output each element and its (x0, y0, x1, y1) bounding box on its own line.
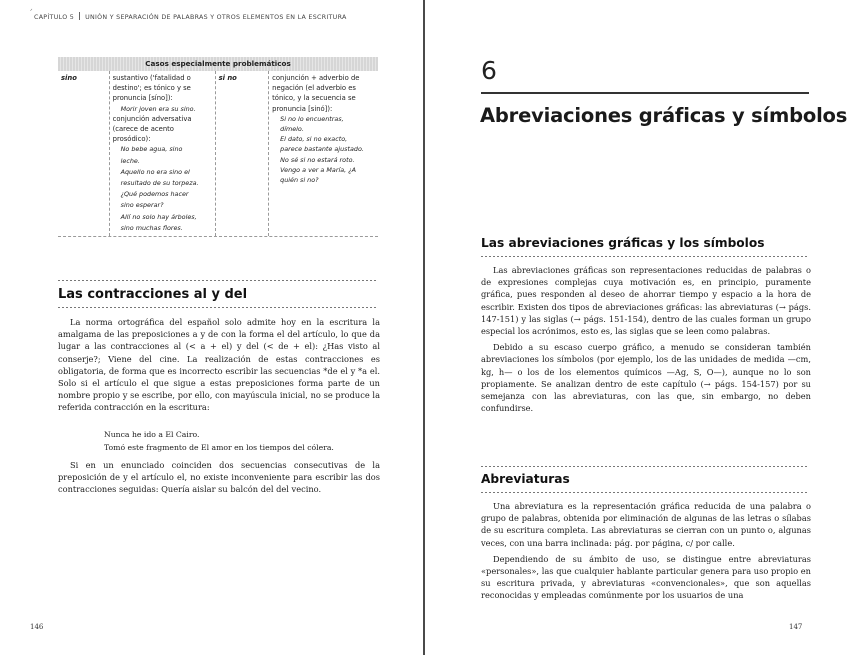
running-head-chapter: CAPÍTULO 5 (34, 14, 75, 21)
si-no-example: El dato, si no exacto, (280, 135, 348, 144)
sino-def2-line: (carece de acento (112, 125, 174, 134)
term-sino: sino (61, 74, 77, 82)
section-divider (481, 466, 809, 467)
sino-example: resultado de su torpeza. (120, 179, 199, 188)
section-divider (481, 256, 809, 257)
si-no-example: dímelo. (280, 125, 304, 134)
term-si-no: si no (218, 74, 237, 82)
contractions-body-2 (58, 459, 380, 500)
sino-def1-line: pronuncia [síno]): (112, 94, 173, 103)
page-number: 147 (789, 623, 803, 631)
sino-example: Aquello no era sino el (120, 167, 190, 176)
si-no-example: parece bastante ajustado. (280, 145, 364, 154)
right-page (424, 0, 848, 655)
si-no-def-line: tónico, y la secuencia se (272, 94, 356, 103)
table-title: Casos especialmente problemáticos (58, 57, 378, 71)
si-no-def-line: pronuncia [sinó]): (272, 104, 333, 113)
sino-def2-line: conjunción adversativa (112, 114, 192, 123)
si-no-definitions (268, 71, 378, 236)
chapter-number: 6 (481, 56, 497, 85)
sino-example: leche. (120, 156, 140, 165)
sino-example: sino muchas flores. (120, 223, 183, 232)
page-number: 146 (30, 623, 44, 631)
running-head (34, 12, 347, 21)
table-row (58, 71, 378, 237)
chapter-title: Abreviaciones gráficas y símbolos (480, 104, 848, 127)
sino-def1-line: sustantivo ('fatalidad o (112, 74, 191, 82)
example-quote: Tomó este fragmento de El amor en los tiempos del cólera. (104, 443, 334, 452)
sino-example: Morir joven era su sino. (120, 104, 196, 113)
sino-example: sino esperar? (120, 201, 164, 210)
sino-definitions (109, 71, 216, 236)
si-no-example: Si no lo encuentras, (280, 114, 344, 123)
sino-def1-line: destino'; es tónico y se (112, 84, 191, 93)
section-heading-contractions: Las contracciones al y del (58, 287, 248, 302)
chapter-rule (481, 92, 809, 94)
section1-body (481, 264, 811, 418)
example-quote: Nunca he ido a El Cairo. (104, 430, 200, 439)
si-no-def-line: conjunción + adverbio de (272, 74, 360, 82)
section-divider (58, 280, 378, 281)
contractions-body (58, 316, 380, 418)
section-heading-abbreviations-symbols: Las abreviaciones gráficas y los símbolos (481, 236, 765, 250)
sino-example: ¿Qué podemos hacer (120, 190, 189, 199)
paragraph: Las abreviaciones gráficas son representaciones reducidas de palabras o de expresiones complejas cuya motivación es, en principio, puramente gráfica, pues responden al deseo de ahorrar tiempo y espacio a la hora de escribir. Existen dos tipos de abreviaciones gráficas: las abreviaturas (→ págs. 147-151) y las siglas (→ págs. 151-154), dentro de las cuales forman un grupo especial los acrónimos, esto es, las siglas que se leen como palabras. (481, 265, 811, 337)
section2-body (481, 500, 811, 606)
sino-def2-line: prosódico): (112, 135, 151, 144)
sino-example: Allí no solo hay árboles, (120, 212, 197, 221)
corner-mark: ᐟ (30, 8, 33, 15)
si-no-example: No sé si no estará roto. (280, 155, 355, 164)
running-head-title: UNIÓN Y SEPARACIÓN DE PALABRAS Y OTROS ELEMENTOS EN LA ESCRITURA (85, 14, 347, 21)
section-heading-abbreviations: Abreviaturas (481, 472, 570, 486)
paragraph: Dependiendo de su ámbito de uso, se distingue entre abreviaturas «personales», las que cualquier hablante particular genera para uso propio en su escritura privada, y abreviaturas «convencionales», que son aquellas reconocidas y empleadas comúnmente por los usuarios de una (481, 553, 811, 601)
section-divider (58, 307, 378, 308)
paragraph: La norma ortográfica del español solo admite hoy en la escritura la amalgama de las preposiciones a y de con la forma el del artículo, lo que da lugar a las contracciones al (< a + el) y del (< de + el): ¿Has visto al conserje?; Viene del cine. La realización de estas contracciones es obligatoria, de forma que es incorrecto escribir las secuencias *de el y *a el. Solo si el artículo el que sigue a estas preposiciones forma parte de un nombre propio y se escribe, por ello, con mayúscula inicial, no se produce la referida contracción en la escritura: (58, 317, 380, 413)
section-divider (481, 492, 809, 493)
si-no-def-line: negación (el adverbio es (272, 84, 356, 93)
si-no-example: Vengo a ver a María, ¿A (280, 165, 356, 174)
problem-cases-table (58, 57, 378, 237)
paragraph: Si en un enunciado coinciden dos secuencias consecutivas de la preposición de y el artículo el, no existe inconveniente para escribir las dos contracciones seguidas: Quería aislar su balcón del del vecino. (58, 460, 380, 495)
sino-example: No bebe agua, sino (120, 145, 183, 154)
paragraph: Una abreviatura es la representación gráfica reducida de una palabra o grupo de palabras, obtenida por eliminación de algunas de las letras o sílabas de su escritura completa. Las abreviaturas se cierran con un punto o, algunas veces, con una barra inclinada: pág. por página, c/ por calle. (481, 501, 811, 548)
si-no-example: quién si no? (280, 176, 319, 185)
paragraph: Debido a su escaso cuerpo gráfico, a menudo se consideran también abreviaciones los símbolos (por ejemplo, los de las unidades de medida —cm, kg, h— o los de los elementos químicos —Ag, S, O—), aunque no lo son propiamente. Se analizan dentro de este capítulo (→ págs. 154-157) por su semejanza con las abreviaturas, con las que, sin embargo, no deben confundirse. (481, 342, 811, 414)
